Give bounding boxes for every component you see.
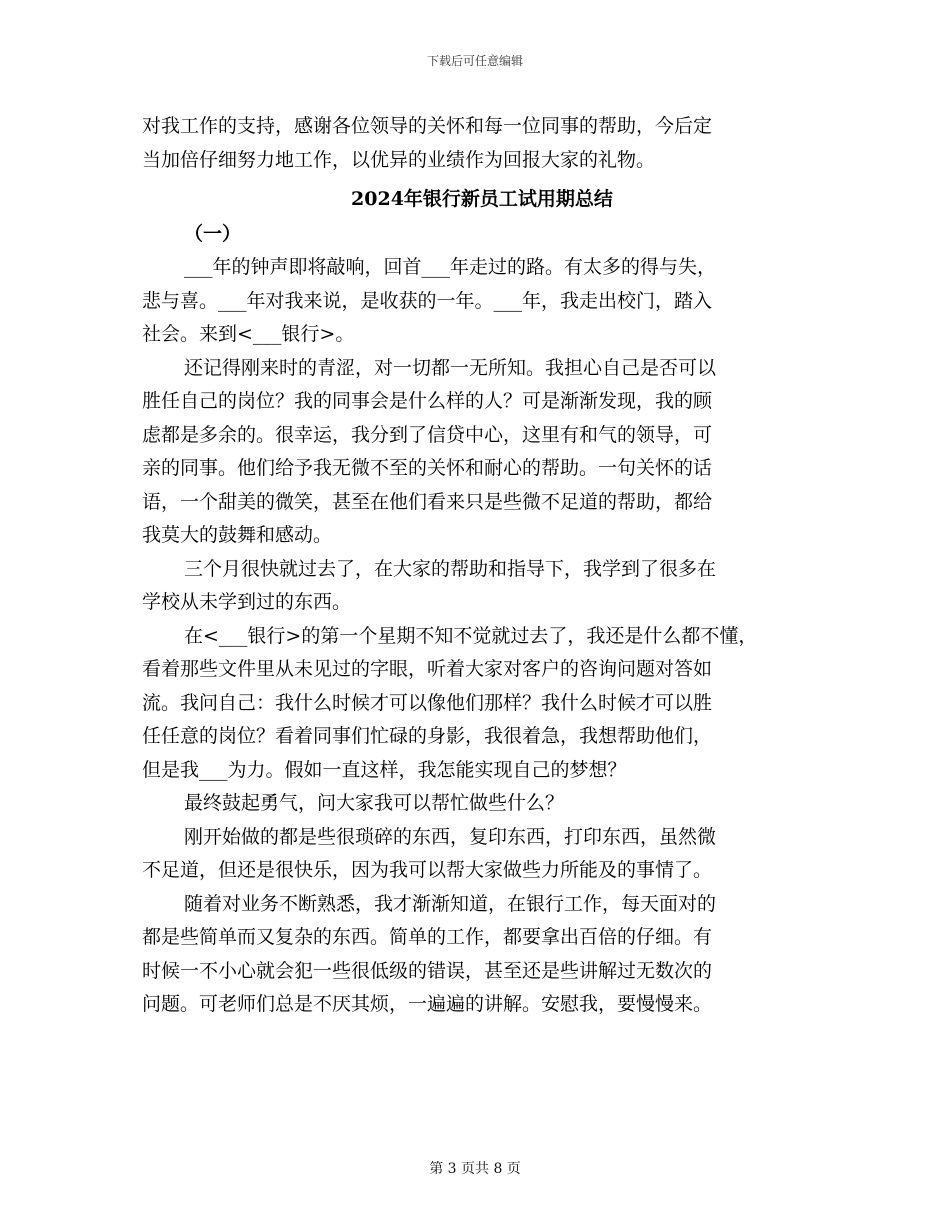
body-line: 对我工作的支持，感谢各位领导的关怀和每一位同事的帮助，今后定 — [142, 115, 713, 137]
paragraph-line: 亲的同事。他们给予我无微不至的关怀和耐心的帮助。一句关怀的话 — [142, 457, 713, 479]
paragraph-line: 社会。来到<___银行>。 — [142, 323, 355, 345]
paragraph-line: 流。我问自己：我什么时候才可以像他们那样？我什么时候才可以胜 — [142, 691, 713, 714]
paragraph-first-line: 刚开始做的都是些很琐碎的东西，复印东西，打印东西，虽然微 — [184, 825, 717, 848]
body-line: 当加倍仔细努力地工作，以优异的业绩作为回报大家的礼物。 — [142, 148, 656, 171]
paragraph-line: 虑都是多余的。很幸运，我分到了信贷中心，这里有和气的领导，可 — [142, 423, 713, 446]
page-footer: 第 3 页共 8 页 — [429, 1161, 521, 1177]
paragraph-line: 都是些简单而又复杂的东西。简单的工作，都要拿出百倍的仔细。有 — [142, 926, 713, 948]
document-body — [142, 110, 822, 1022]
paragraph-line: 学校从未学到过的东西。 — [142, 591, 352, 613]
paragraph-first-line: 最终鼓起勇气，问大家我可以帮忙做些什么？ — [184, 792, 565, 814]
paragraph-line: 看着那些文件里从未见过的字眼，听着大家对客户的咨询问题对答如 — [142, 658, 713, 680]
paragraph-line: 任任意的岗位？看着同事们忙碌的身影，我很着急，我想帮助他们， — [142, 725, 713, 747]
paragraph-line: 我莫大的鼓舞和感动。 — [142, 524, 333, 546]
paragraph-line: 不足道，但还是很快乐，因为我可以帮大家做些力所能及的事情了。 — [142, 859, 713, 881]
paragraph-line: 时候一不小心就会犯一些很低级的错误，甚至还是些讲解过无数次的 — [142, 959, 713, 982]
paragraph-line: 问题。可老师们总是不厌其烦，一遍遍的讲解。安慰我，要慢慢来。 — [142, 993, 713, 1015]
paragraph-line: 但是我___为力。假如一直这样，我怎能实现自己的梦想？ — [142, 758, 627, 781]
paragraph-first-line: ___年的钟声即将敲响，回首___年走过的路。有太多的得与失， — [184, 256, 717, 278]
paragraph-line: 胜任自己的岗位？我的同事会是什么样的人？可是渐渐发现，我的顾 — [142, 390, 713, 412]
paragraph-first-line: 随着对业务不断熟悉，我才渐渐知道，在银行工作，每天面对的 — [184, 892, 717, 915]
paragraph-line: 悲与喜。___年对我来说，是收获的一年。___年，我走出校门，踏入 — [142, 289, 713, 312]
paragraph-first-line: 在<___银行>的第一个星期不知不觉就过去了，我还是什么都不懂， — [184, 624, 758, 647]
paragraph-first-line: 三个月很快就过去了，在大家的帮助和指导下，我学到了很多在 — [184, 557, 717, 580]
page-header: 下载后可任意编辑 — [426, 54, 523, 68]
section-heading: （一） — [184, 223, 242, 245]
paragraph-line: 语，一个甜美的微笑，甚至在他们看来只是些微不足道的帮助，都给 — [142, 490, 713, 513]
paragraph-first-line: 还记得刚来时的青涩，对一切都一无所知。我担心自己是否可以 — [184, 356, 717, 379]
document-title: 2024年银行新员工试用期总结 — [351, 188, 613, 210]
